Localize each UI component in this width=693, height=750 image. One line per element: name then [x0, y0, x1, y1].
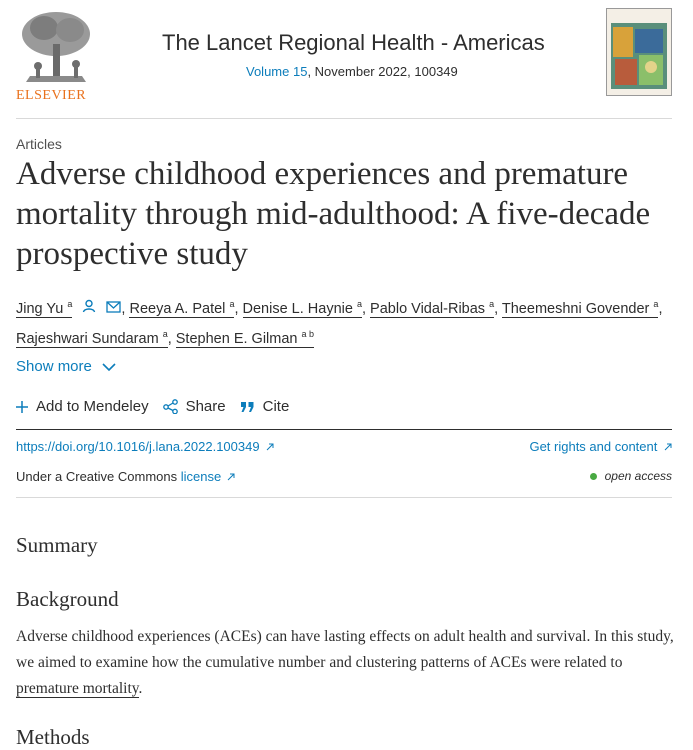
article-section: Articles	[16, 136, 62, 152]
volume-link[interactable]: Volume 15	[246, 64, 308, 79]
cite-label: Cite	[262, 398, 290, 415]
person-icon[interactable]	[82, 297, 96, 322]
open-access-badge	[590, 469, 672, 483]
meta-divider	[16, 497, 672, 498]
cite-button[interactable]	[240, 398, 290, 415]
add-to-mendeley-button[interactable]	[16, 398, 149, 415]
elsevier-tree-icon	[16, 8, 96, 86]
open-access-dot-icon	[590, 473, 597, 480]
external-link-icon	[664, 443, 672, 451]
doi-link[interactable]	[16, 439, 274, 454]
background-paragraph: Adverse childhood experiences (ACEs) can have lasting effects on adult health and survival. In this study, we aimed to examine how the cumulative number and clustering patterns of ACEs were related to premature mortality.	[16, 628, 674, 697]
actions-divider	[16, 429, 672, 430]
author-link[interactable]: Theemeshni Govender $^a$	[501, 299, 659, 317]
header-divider	[16, 118, 672, 119]
premature-mortality-link[interactable]: premature mortality	[16, 680, 139, 697]
show-more-button[interactable]	[16, 358, 116, 375]
doi-text: https://doi.org/10.1016/j.lana.2022.100349	[16, 439, 260, 454]
external-link-icon	[227, 473, 235, 481]
background-heading: Background	[16, 587, 119, 611]
share-icon	[163, 399, 178, 414]
email-icon[interactable]	[106, 297, 121, 322]
license-link[interactable]: license	[181, 469, 235, 484]
author-link[interactable]: Rajeshwari Sundaram $^a$	[16, 328, 168, 347]
issue-info: , November 2022, 100349	[307, 64, 458, 79]
journal-issue	[246, 64, 458, 79]
journal-title[interactable]: The Lancet Regional Health - Americas	[162, 30, 545, 55]
author-link[interactable]: Pablo Vidal-Ribas $^a$	[370, 299, 495, 317]
author-link[interactable]: Jing Yu $^a$	[16, 299, 73, 317]
author-link[interactable]: Denise L. Haynie $^a$	[242, 299, 362, 317]
author-link[interactable]: Stephen E. Gilman $^{a b}$	[175, 328, 315, 347]
quote-icon	[240, 401, 255, 413]
author-link[interactable]: Reeya A. Patel $^a$	[129, 299, 235, 317]
publisher-name: ELSEVIER	[16, 88, 87, 103]
show-more-label: Show more	[16, 358, 92, 375]
license-prefix: Under a Creative Commons	[16, 469, 178, 484]
article-actions	[16, 398, 289, 415]
rights-link[interactable]	[529, 439, 672, 454]
external-link-icon	[266, 443, 274, 451]
summary-heading: Summary	[16, 533, 98, 557]
article-title: Adverse childhood experiences and premature mortality through mid-adulthood: A five-decade prospective study	[16, 156, 651, 272]
rights-text: Get rights and content	[529, 439, 658, 454]
chevron-down-icon	[102, 362, 116, 372]
mendeley-label: Add to Mendeley	[36, 398, 149, 415]
share-button[interactable]	[163, 398, 226, 415]
journal-cover-image[interactable]	[606, 8, 672, 96]
methods-heading: Methods	[16, 725, 90, 749]
share-label: Share	[185, 398, 226, 415]
cover-art-icon	[607, 9, 671, 95]
plus-icon	[16, 401, 28, 413]
journal-header	[16, 0, 672, 116]
open-access-label: open access	[604, 469, 672, 483]
author-list: Jing Yu $^a$ , Reeya A. Patel $^a$, Denise L. Haynie $^a$, Pablo Vidal-Ribas $^a$, Theemeshni Govender $^a$, Rajeshwari Sundaram $^a$, Stephen E. Gilman $^{a b}$	[16, 292, 676, 352]
license-info	[16, 469, 235, 484]
elsevier-logo[interactable]	[16, 8, 96, 103]
